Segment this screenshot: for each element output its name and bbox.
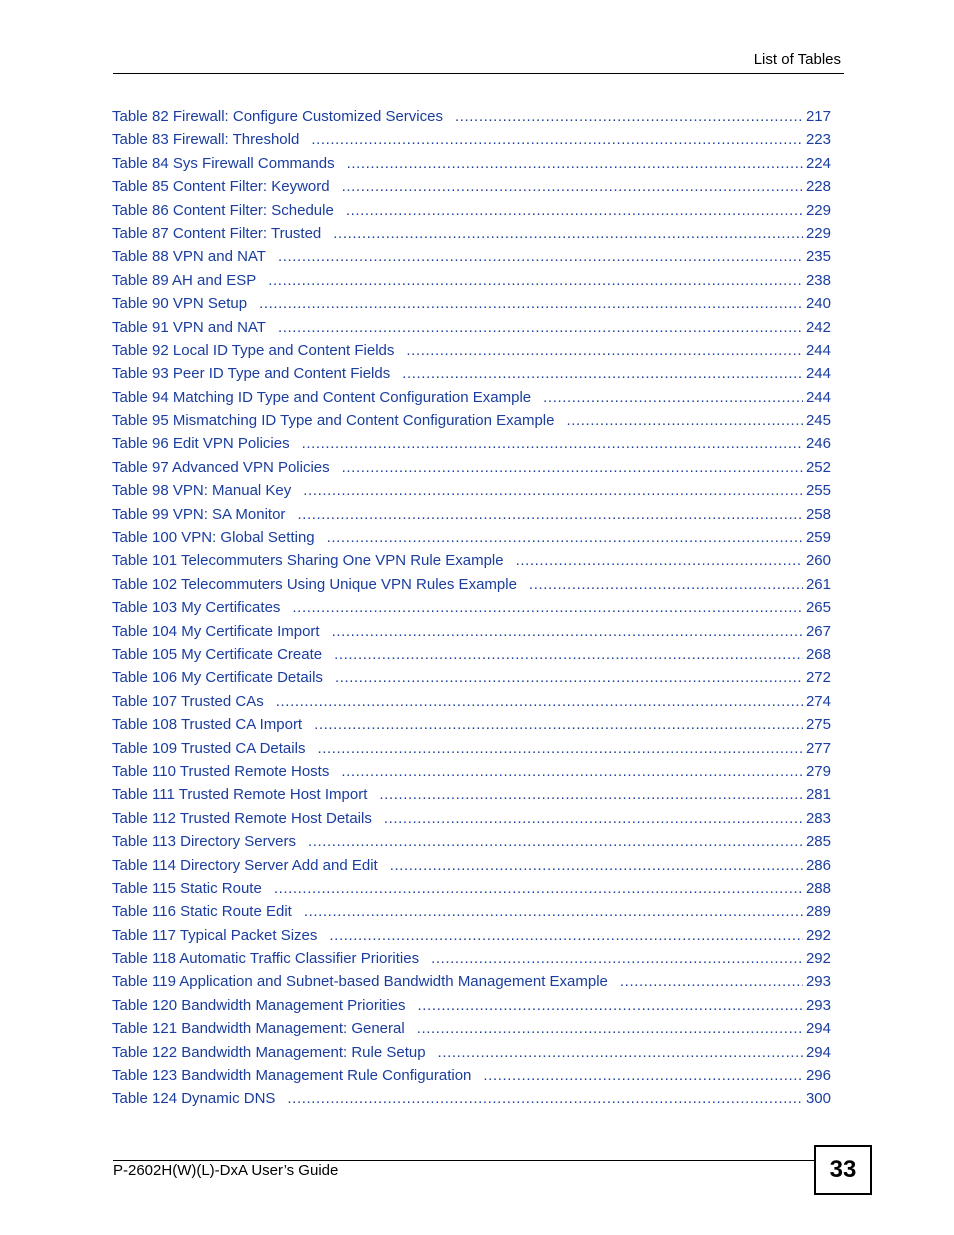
dot-leader — [292, 596, 803, 619]
toc-entry-page-number: 294 — [805, 1020, 831, 1038]
toc-entry-page-number: 245 — [805, 412, 831, 430]
toc-entry-link[interactable] — [112, 596, 831, 619]
dot-leader — [483, 1064, 803, 1087]
page-number: 33 — [829, 1156, 857, 1183]
toc-entry-title: Table 121 Bandwidth Management: General — [112, 1020, 405, 1038]
dot-leader — [327, 526, 803, 549]
dot-leader — [276, 690, 803, 713]
toc-entry-link[interactable] — [112, 409, 831, 432]
toc-entry-title: Table 111 Trusted Remote Host Import — [112, 786, 368, 804]
dot-leader — [384, 807, 803, 830]
toc-entry-title: Table 82 Firewall: Configure Customized Services — [112, 108, 443, 125]
dot-leader — [274, 877, 803, 900]
dot-leader — [278, 245, 803, 268]
toc-entry-page-number: 255 — [805, 482, 831, 500]
toc-entry-title: Table 93 Peer ID Type and Content Fields — [112, 365, 391, 383]
toc-entry-page-number: 265 — [805, 599, 831, 617]
toc-entry-page-number: 277 — [805, 739, 831, 757]
toc-entry-title: Table 108 Trusted CA Import — [112, 716, 303, 734]
toc-entry-page-number: 242 — [805, 318, 831, 336]
page-number-box — [814, 1145, 872, 1195]
dot-leader — [406, 339, 803, 362]
toc-entry-page-number: 296 — [805, 1067, 831, 1085]
toc-entry-title: Table 109 Trusted CA Details — [112, 739, 306, 757]
toc-entry-page-number: 229 — [805, 224, 831, 242]
toc-entry-page-number: 228 — [805, 178, 831, 196]
toc-entry-title: Table 122 Bandwidth Management: Rule Setup — [112, 1043, 426, 1061]
toc-entry-page-number: 229 — [805, 201, 831, 219]
toc-entry-link[interactable] — [112, 199, 831, 222]
toc-entry-link[interactable] — [112, 620, 831, 643]
toc-entry-link[interactable] — [112, 713, 831, 736]
toc-entry-link[interactable] — [112, 269, 831, 292]
toc-entry-link[interactable] — [112, 970, 831, 993]
toc-entry-link[interactable] — [112, 549, 831, 572]
toc-entry-title: Table 116 Static Route Edit — [112, 903, 292, 921]
toc-entry-link[interactable] — [112, 292, 831, 315]
toc-entry-link[interactable] — [112, 526, 831, 549]
toc-entry-title: Table 110 Trusted Remote Hosts — [112, 762, 330, 780]
toc-entry-link[interactable] — [112, 643, 831, 666]
toc-entry-link[interactable] — [112, 1017, 831, 1040]
footer-guide-title: P-2602H(W)(L)-DxA User’s Guide — [113, 1162, 339, 1179]
toc-entry-link[interactable] — [112, 105, 831, 128]
toc-entry-title: Table 117 Typical Packet Sizes — [112, 926, 318, 944]
dot-leader — [332, 620, 803, 643]
toc-entry-title: Table 124 Dynamic DNS — [112, 1090, 276, 1108]
dot-leader — [346, 199, 803, 222]
dot-leader — [329, 924, 803, 947]
toc-entry-link[interactable] — [112, 432, 831, 455]
toc-entry-title: Table 118 Automatic Traffic Classifier Priorities — [112, 950, 420, 968]
toc-entry-title: Table 104 My Certificate Import — [112, 622, 320, 640]
dot-leader — [566, 409, 802, 432]
toc-entry-page-number: 285 — [805, 833, 831, 851]
toc-entry-title: Table 112 Trusted Remote Host Details — [112, 809, 372, 827]
toc-entry-link[interactable] — [112, 666, 831, 689]
toc-entry-page-number: 267 — [805, 622, 831, 640]
dot-leader — [620, 970, 803, 993]
dot-leader — [317, 737, 803, 760]
toc-entry-title: Table 101 Telecommuters Sharing One VPN Rule Example — [112, 552, 504, 570]
toc-entry-link[interactable] — [112, 900, 831, 923]
toc-entry-title: Table 105 My Certificate Create — [112, 645, 323, 663]
toc-entry-title: Table 84 Sys Firewall Commands — [112, 154, 335, 172]
toc-entry-page-number: 268 — [805, 645, 831, 663]
toc-entry-page-number: 294 — [805, 1043, 831, 1061]
dot-leader — [390, 854, 803, 877]
toc-entry-link[interactable] — [112, 456, 831, 479]
dot-leader — [342, 175, 803, 198]
toc-entry-page-number: 289 — [805, 903, 831, 921]
toc-entry-title: Table 95 Mismatching ID Type and Content Configuration Example — [112, 412, 555, 430]
toc-entry-link[interactable] — [112, 854, 831, 877]
toc-entry-title: Table 96 Edit VPN Policies — [112, 435, 290, 453]
toc-entry-title: Table 94 Matching ID Type and Content Configuration Example — [112, 388, 532, 406]
toc-entry-page-number: 279 — [805, 762, 831, 780]
toc-entry-title: Table 83 Firewall: Threshold — [112, 131, 300, 149]
toc-entry-page-number: 223 — [805, 131, 831, 149]
toc-entry-link[interactable] — [112, 316, 831, 339]
toc-entry-page-number: 286 — [805, 856, 831, 874]
toc-entry-title: Table 97 Advanced VPN Policies — [112, 458, 330, 476]
toc-entry-link[interactable] — [112, 479, 831, 502]
toc-entry-link[interactable] — [112, 573, 831, 596]
toc-entry-title: Table 123 Bandwidth Management Rule Configuration — [112, 1067, 472, 1085]
toc-entry-link[interactable] — [112, 783, 831, 806]
dot-leader — [287, 1087, 803, 1110]
toc-entry-link[interactable] — [112, 924, 831, 947]
toc-entry-title: Table 120 Bandwidth Management Priorities — [112, 996, 406, 1014]
dot-leader — [308, 830, 803, 853]
toc-entry-link[interactable] — [112, 362, 831, 385]
toc-entry-title: Table 91 VPN and NAT — [112, 318, 266, 336]
toc-entry-page-number: 288 — [805, 879, 831, 897]
toc-entry-link[interactable] — [112, 128, 831, 151]
dot-leader — [302, 432, 803, 455]
dot-leader — [304, 900, 803, 923]
toc-entry-title: Table 114 Directory Server Add and Edit — [112, 856, 378, 874]
toc-entry-link[interactable] — [112, 386, 831, 409]
toc-entry-link[interactable] — [112, 1087, 831, 1110]
toc-entry-link[interactable] — [112, 877, 831, 900]
dot-leader — [347, 152, 803, 175]
toc-entry-page-number: 259 — [805, 529, 831, 547]
toc-entry-link[interactable] — [112, 339, 831, 362]
toc-entry-page-number: 244 — [805, 365, 831, 383]
dot-leader — [341, 760, 803, 783]
dot-leader — [342, 456, 803, 479]
toc-entry-title: Table 103 My Certificates — [112, 599, 281, 617]
toc-entry-title: Table 100 VPN: Global Setting — [112, 529, 315, 547]
toc-entry-page-number: 235 — [805, 248, 831, 266]
dot-leader — [379, 783, 803, 806]
toc-entry-page-number: 283 — [805, 809, 831, 827]
toc-entry-title: Table 86 Content Filter: Schedule — [112, 201, 334, 219]
toc-entry-link[interactable] — [112, 222, 831, 245]
toc-entry-page-number: 272 — [805, 669, 831, 687]
dot-leader — [303, 479, 803, 502]
toc-entry-page-number: 252 — [805, 458, 831, 476]
toc-entry-link[interactable] — [112, 807, 831, 830]
toc-entry-title: Table 85 Content Filter: Keyword — [112, 178, 330, 196]
toc-entry-page-number: 224 — [805, 154, 831, 172]
toc-entry-link[interactable] — [112, 245, 831, 268]
dot-leader — [335, 666, 803, 689]
dot-leader — [543, 386, 803, 409]
toc-entry-page-number: 244 — [805, 388, 831, 406]
toc-entry-link[interactable] — [112, 503, 831, 526]
toc-entry-page-number: 274 — [805, 692, 831, 710]
list-of-tables — [112, 105, 831, 1111]
toc-entry-link[interactable] — [112, 175, 831, 198]
toc-entry-page-number: 240 — [805, 295, 831, 313]
toc-entry-title: Table 88 VPN and NAT — [112, 248, 266, 266]
footer-divider — [113, 1160, 815, 1161]
toc-entry-title: Table 87 Content Filter: Trusted — [112, 224, 322, 242]
dot-leader — [529, 573, 803, 596]
toc-entry-page-number: 217 — [805, 108, 831, 125]
toc-entry-link[interactable] — [112, 1064, 831, 1087]
toc-entry-title: Table 106 My Certificate Details — [112, 669, 323, 687]
toc-entry-title: Table 119 Application and Subnet-based Bandwidth Management Example — [112, 973, 608, 991]
toc-entry-title: Table 92 Local ID Type and Content Fields — [112, 341, 395, 359]
dot-leader — [417, 1017, 803, 1040]
toc-entry-page-number: 300 — [805, 1090, 831, 1108]
toc-entry-link[interactable] — [112, 994, 831, 1017]
dot-leader — [268, 269, 803, 292]
toc-entry-page-number: 261 — [805, 575, 831, 593]
toc-entry-page-number: 275 — [805, 716, 831, 734]
dot-leader — [311, 128, 803, 151]
toc-entry-title: Table 113 Directory Servers — [112, 833, 296, 851]
toc-entry-link[interactable] — [112, 947, 831, 970]
dot-leader — [333, 222, 803, 245]
toc-entry-title: Table 107 Trusted CAs — [112, 692, 264, 710]
toc-entry-link[interactable] — [112, 760, 831, 783]
dot-leader — [431, 947, 803, 970]
toc-entry-page-number: 281 — [805, 786, 831, 804]
running-header-title: List of Tables — [753, 51, 841, 68]
toc-entry-title: Table 89 AH and ESP — [112, 271, 257, 289]
dot-leader — [259, 292, 803, 315]
toc-entry-link[interactable] — [112, 1041, 831, 1064]
dot-leader — [418, 994, 803, 1017]
toc-entry-page-number: 238 — [805, 271, 831, 289]
toc-entry-title: Table 99 VPN: SA Monitor — [112, 505, 286, 523]
toc-entry-link[interactable] — [112, 830, 831, 853]
header-divider — [113, 73, 844, 74]
toc-entry-page-number: 246 — [805, 435, 831, 453]
dot-leader — [334, 643, 803, 666]
dot-leader — [278, 316, 803, 339]
toc-entry-page-number: 293 — [805, 973, 831, 991]
toc-entry-page-number: 260 — [805, 552, 831, 570]
toc-entry-title: Table 102 Telecommuters Using Unique VPN Rules Example — [112, 575, 517, 593]
dot-leader — [314, 713, 803, 736]
dot-leader — [438, 1041, 803, 1064]
toc-entry-link[interactable] — [112, 152, 831, 175]
dot-leader — [455, 105, 803, 128]
toc-entry-page-number: 293 — [805, 996, 831, 1014]
dot-leader — [516, 549, 803, 572]
toc-entry-link[interactable] — [112, 737, 831, 760]
toc-entry-page-number: 244 — [805, 341, 831, 359]
toc-entry-link[interactable] — [112, 690, 831, 713]
toc-entry-title: Table 98 VPN: Manual Key — [112, 482, 292, 500]
toc-entry-page-number: 292 — [805, 926, 831, 944]
toc-entry-page-number: 258 — [805, 505, 831, 523]
dot-leader — [402, 362, 803, 385]
toc-entry-page-number: 292 — [805, 950, 831, 968]
dot-leader — [297, 503, 803, 526]
toc-entry-title: Table 115 Static Route — [112, 879, 262, 897]
toc-entry-title: Table 90 VPN Setup — [112, 295, 248, 313]
